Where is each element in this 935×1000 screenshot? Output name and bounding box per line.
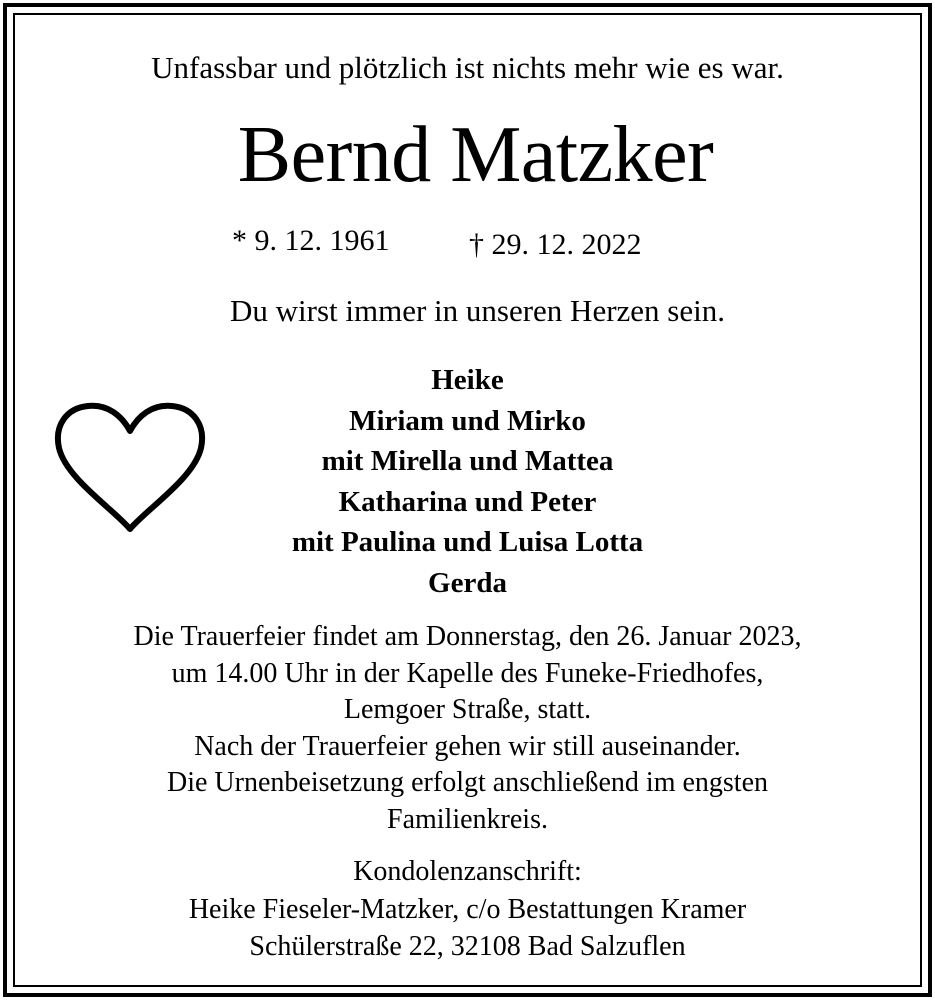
family-line: mit Paulina und Luisa Lotta: [291, 526, 644, 559]
family-line: Katharina und Peter: [338, 485, 597, 518]
info-line: Familienkreis.: [387, 803, 548, 835]
deceased-name: Bernd Matzker: [237, 111, 714, 199]
address-heading: Kondolenzanschrift:: [353, 856, 582, 887]
death-date: † 29. 12. 2022: [469, 228, 642, 261]
info-line: Nach der Trauerfeier gehen wir still auseinander.: [194, 730, 741, 762]
family-line: Heike: [431, 364, 504, 396]
info-line: um 14.00 Uhr in der Kapelle des Funeke-Friedhofes,: [171, 657, 764, 689]
family-names: [0, 360, 935, 604]
address-line: Heike Fieseler-Matzker, c/o Bestattungen Kramer: [188, 893, 747, 925]
info-line: Lemgoer Straße, statt.: [343, 694, 592, 726]
birth-date: * 9. 12. 1961: [232, 224, 390, 257]
condolence-address: [0, 853, 935, 966]
info-line: Die Urnenbeisetzung erfolgt anschließend im engsten: [166, 767, 769, 799]
family-line: Gerda: [428, 566, 507, 599]
info-line: Die Trauerfeier findet am Donnerstag, den 26. Januar 2023,: [133, 621, 802, 652]
motto-text: Du wirst immer in unseren Herzen sein.: [229, 293, 725, 328]
address-line: Schülerstraße 22, 32108 Bad Salzuflen: [249, 931, 686, 962]
family-line: Miriam und Mirko: [349, 404, 586, 437]
family-line: mit Mirella und Mattea: [321, 445, 614, 478]
funeral-info: [0, 619, 935, 839]
intro-text: Unfassbar und plötzlich ist nichts mehr wie es war.: [151, 50, 784, 85]
